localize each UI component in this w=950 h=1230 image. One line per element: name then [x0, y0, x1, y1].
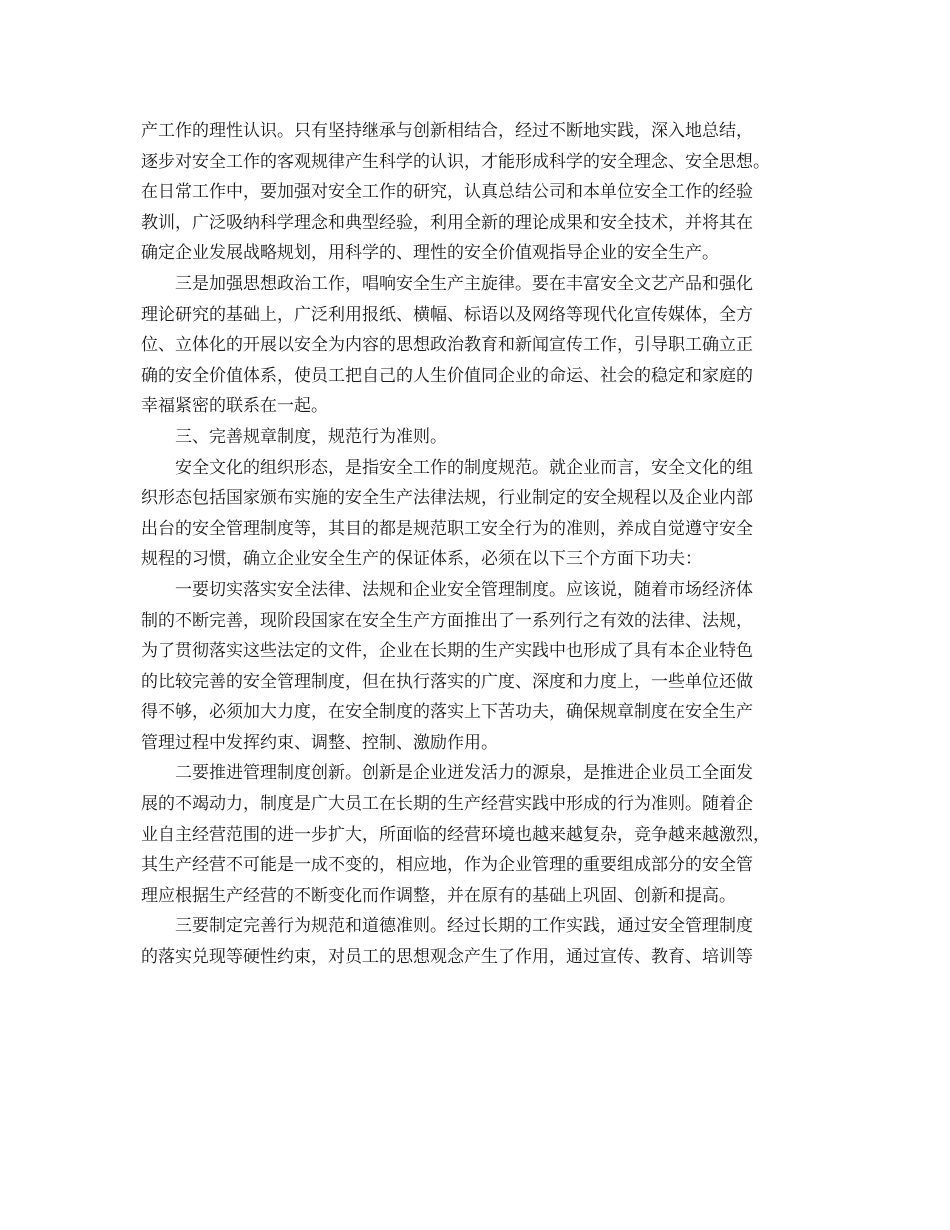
text-line: 为了贯彻落实这些法定的文件，企业在长期的生产实践中也形成了具有本企业特色 — [141, 641, 753, 662]
text-line: 产工作的理性认识。只有坚持继承与创新相结合，经过不断地实践，深入地总结， — [141, 121, 753, 141]
text-line: 逐步对安全工作的客观规律产生科学的认识，才能形成科学的安全理念、安全思想。 — [141, 151, 770, 172]
text-line: 二要推进管理制度创新。创新是企业迸发活力的源泉，是推进企业员工全面发 — [175, 763, 753, 784]
text-line: 的落实兑现等硬性约束，对员工的思想观念产生了作用，通过宣传、教育、培训等 — [141, 947, 753, 968]
text-line: 理应根据生产经营的不断变化而作调整，并在原有的基础上巩固、创新和提高。 — [141, 885, 736, 906]
paragraph — [141, 911, 813, 972]
paragraph — [141, 758, 813, 911]
text-line: 业自主经营范围的进一步扩大，所面临的经营环境也越来越复杂，竞争越来越激烈， — [141, 824, 770, 845]
text-line: 确定企业发展战略规划，用科学的、理性的安全价值观指导企业的安全生产。 — [141, 243, 719, 264]
text-line: 在日常工作中，要加强对安全工作的研究，认真总结公司和本单位安全工作的经验 — [141, 182, 753, 203]
text-line: 三要制定完善行为规范和道德准则。经过长期的工作实践，通过安全管理制度 — [175, 916, 753, 937]
paragraph — [141, 575, 813, 759]
text-line: 一要切实落实安全法律、法规和企业安全管理制度。应该说，随着市场经济体 — [175, 579, 753, 600]
text-line: 幸福紧密的联系在一起。 — [141, 396, 328, 417]
text-line: 得不够，必须加大力度，在安全制度的落实上下苦功夫，确保规章制度在安全生产 — [141, 702, 753, 723]
paragraph — [141, 453, 813, 575]
body-text — [141, 116, 813, 973]
text-line: 教训，广泛吸纳科学理念和典型经验，利用全新的理论成果和安全技术，并将其在 — [141, 212, 753, 233]
section-heading — [141, 422, 813, 453]
text-line: 安全文化的组织形态，是指安全工作的制度规范。就企业而言，安全文化的组 — [175, 457, 753, 478]
text-line: 出台的安全管理制度等，其目的都是规范职工安全行为的准则，养成自觉遵守安全 — [141, 518, 753, 539]
text-line: 位、立体化的开展以安全为内容的思想政治教育和新闻宣传工作，引导职工确立正 — [141, 335, 753, 356]
text-line: 三是加强思想政治工作，唱响安全生产主旋律。要在丰富安全文艺产品和强化 — [175, 273, 753, 294]
paragraph — [141, 269, 813, 422]
text-line: 的比较完善的安全管理制度，但在执行落实的广度、深度和力度上，一些单位还做 — [141, 671, 753, 692]
text-line: 理论研究的基础上，广泛利用报纸、横幅、标语以及网络等现代化宣传媒体，全方 — [141, 304, 753, 325]
paragraph — [141, 116, 813, 269]
text-line: 制的不断完善，现阶段国家在安全生产方面推出了一系列行之有效的法律、法规， — [141, 610, 753, 631]
text-line: 其生产经营不可能是一成不变的，相应地，作为企业管理的重要组成部分的安全管 — [141, 855, 753, 876]
text-line: 三、完善规章制度，规范行为准则。 — [175, 426, 447, 447]
text-line: 确的安全价值体系，使员工把自己的人生价值同企业的命运、社会的稳定和家庭的 — [141, 365, 753, 386]
text-line: 规程的习惯，确立企业安全生产的保证体系，必须在以下三个方面下功夫： — [141, 549, 702, 570]
text-line: 展的不竭动力，制度是广大员工在长期的生产经营实践中形成的行为准则。随着企 — [141, 794, 753, 815]
text-line: 管理过程中发挥约束、调整、控制、激励作用。 — [141, 732, 498, 753]
text-line: 织形态包括国家颁布实施的安全生产法律法规，行业制定的安全规程以及企业内部 — [141, 488, 753, 509]
